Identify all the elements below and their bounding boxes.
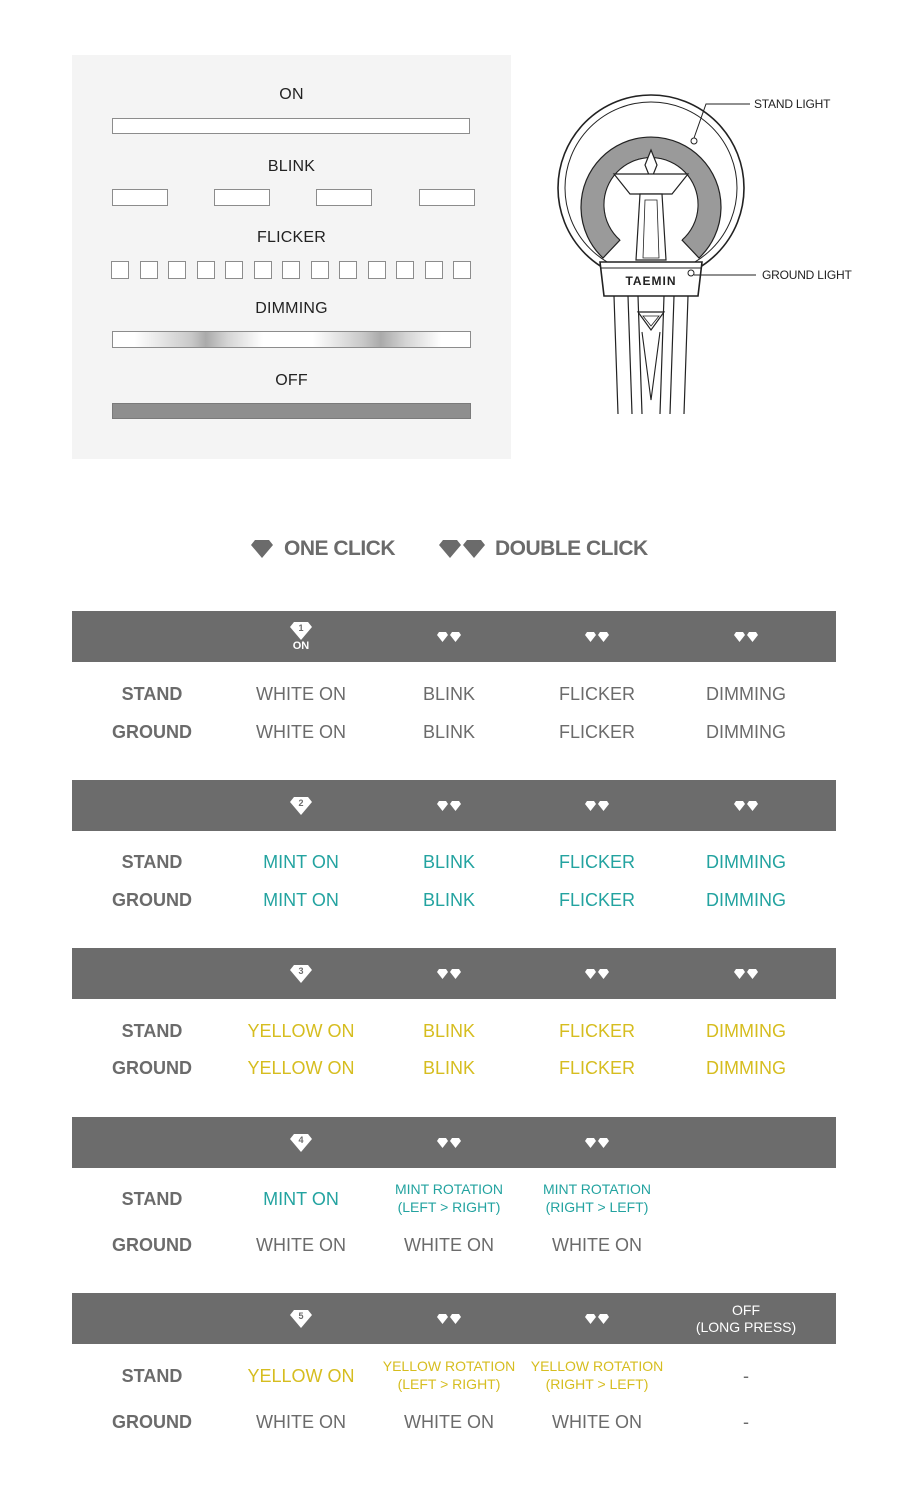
one-click-step-1 bbox=[227, 611, 375, 662]
double-diamond-icon bbox=[584, 1137, 610, 1149]
mode-label-off: OFF bbox=[275, 372, 308, 389]
table-cell: MINT ON bbox=[263, 852, 339, 872]
on-label: ON bbox=[292, 640, 310, 652]
double-click-step bbox=[375, 1293, 523, 1344]
double-click-step bbox=[523, 780, 671, 831]
table-1-header bbox=[72, 611, 836, 662]
table-cell bbox=[375, 1357, 523, 1393]
table-4-header bbox=[72, 1117, 836, 1168]
double-diamond-icon bbox=[584, 1313, 610, 1325]
double-click-step bbox=[672, 611, 820, 662]
cell-line: (LEFT > RIGHT) bbox=[397, 1376, 501, 1392]
off-indicator-bar bbox=[112, 403, 471, 419]
on-indicator-bar bbox=[112, 118, 470, 134]
one-click-step-5 bbox=[227, 1293, 375, 1344]
table-cell: MINT ON bbox=[263, 890, 339, 910]
row-label-ground: GROUND bbox=[112, 722, 192, 742]
double-click-legend bbox=[438, 535, 648, 563]
flicker-square bbox=[339, 261, 357, 279]
blink-segment bbox=[419, 189, 475, 206]
diamond-icon bbox=[250, 539, 274, 559]
double-click-step bbox=[375, 1117, 523, 1168]
table-cell: - bbox=[743, 1366, 749, 1386]
table-cell: YELLOW ON bbox=[247, 1366, 355, 1386]
long-press-label: (LONG PRESS) bbox=[695, 1318, 797, 1335]
flicker-square bbox=[140, 261, 158, 279]
ground-light-callout: GROUND LIGHT bbox=[762, 268, 852, 282]
light-mode-panel bbox=[72, 55, 511, 459]
table-cell: WHITE ON bbox=[404, 1235, 494, 1255]
double-diamond-icon bbox=[733, 631, 759, 643]
table-cell bbox=[375, 1180, 523, 1216]
numbered-diamond-icon bbox=[289, 796, 313, 816]
flicker-square bbox=[282, 261, 300, 279]
double-diamond-icon bbox=[436, 800, 462, 812]
numbered-diamond-icon bbox=[289, 964, 313, 984]
double-click-step bbox=[375, 611, 523, 662]
flicker-square bbox=[425, 261, 443, 279]
double-click-step bbox=[523, 1293, 671, 1344]
mode-label-blink: BLINK bbox=[267, 158, 316, 175]
table-cell: WHITE ON bbox=[552, 1412, 642, 1432]
double-click-step bbox=[375, 780, 523, 831]
svg-text:2: 2 bbox=[298, 797, 304, 808]
flicker-square bbox=[311, 261, 329, 279]
table-cell: FLICKER bbox=[558, 890, 636, 910]
flicker-square bbox=[197, 261, 215, 279]
table-cell bbox=[523, 1180, 671, 1216]
row-label-ground: GROUND bbox=[112, 1235, 192, 1255]
dimming-indicator-bar bbox=[112, 331, 471, 348]
numbered-diamond-icon bbox=[289, 621, 313, 641]
table-cell: BLINK bbox=[422, 722, 476, 742]
table-cell: WHITE ON bbox=[256, 1235, 346, 1255]
double-click-step bbox=[523, 611, 671, 662]
double-diamond-icon bbox=[584, 968, 610, 980]
cell-line: (LEFT > RIGHT) bbox=[397, 1199, 501, 1215]
table-cell: BLINK bbox=[422, 684, 476, 704]
double-click-step bbox=[672, 948, 820, 999]
double-diamond-icon bbox=[436, 1137, 462, 1149]
one-click-step-3 bbox=[227, 948, 375, 999]
row-label-ground: GROUND bbox=[112, 890, 192, 910]
table-5-header bbox=[72, 1293, 836, 1344]
numbered-diamond-icon bbox=[289, 1133, 313, 1153]
table-cell: BLINK bbox=[422, 890, 476, 910]
svg-text:4: 4 bbox=[298, 1134, 304, 1145]
row-label-stand: STAND bbox=[121, 1021, 183, 1041]
table-cell: FLICKER bbox=[558, 684, 636, 704]
table-cell: DIMMING bbox=[706, 890, 786, 910]
off-label: OFF bbox=[732, 1301, 760, 1318]
blink-segment bbox=[316, 189, 372, 206]
double-diamond-icon bbox=[436, 631, 462, 643]
flicker-square bbox=[368, 261, 386, 279]
mode-label-on: ON bbox=[279, 86, 304, 103]
row-label-ground: GROUND bbox=[112, 1058, 192, 1078]
row-label-stand: STAND bbox=[121, 684, 183, 704]
row-label-ground: GROUND bbox=[112, 1412, 192, 1432]
table-cell: DIMMING bbox=[706, 1058, 786, 1078]
table-cell: DIMMING bbox=[706, 852, 786, 872]
double-click-label: DOUBLE CLICK bbox=[495, 537, 648, 560]
table-cell: BLINK bbox=[422, 1021, 476, 1041]
svg-text:1: 1 bbox=[298, 623, 304, 633]
table-cell: BLINK bbox=[422, 1058, 476, 1078]
mode-label-dimming: DIMMING bbox=[255, 300, 328, 317]
table-cell: BLINK bbox=[422, 852, 476, 872]
table-cell: FLICKER bbox=[558, 1021, 636, 1041]
svg-text:3: 3 bbox=[298, 965, 304, 976]
table-cell: - bbox=[743, 1412, 749, 1432]
blink-segment bbox=[112, 189, 168, 206]
cell-line: MINT ROTATION bbox=[394, 1181, 504, 1197]
row-label-stand: STAND bbox=[121, 1366, 183, 1386]
double-diamond-icon bbox=[733, 968, 759, 980]
table-cell: DIMMING bbox=[706, 1021, 786, 1041]
double-diamond-icon bbox=[438, 539, 486, 559]
double-click-step bbox=[523, 1117, 671, 1168]
svg-text:5: 5 bbox=[298, 1310, 304, 1321]
double-diamond-icon bbox=[436, 968, 462, 980]
double-diamond-icon bbox=[733, 800, 759, 812]
table-cell: DIMMING bbox=[706, 684, 786, 704]
lightstick-drawing bbox=[530, 80, 890, 425]
table-cell: WHITE ON bbox=[256, 1412, 346, 1432]
double-diamond-icon bbox=[584, 631, 610, 643]
table-2-header bbox=[72, 780, 836, 831]
one-click-step-2 bbox=[227, 780, 375, 831]
double-click-step bbox=[672, 780, 820, 831]
stand-light-callout: STAND LIGHT bbox=[754, 97, 831, 111]
table-cell: DIMMING bbox=[706, 722, 786, 742]
table-cell: MINT ON bbox=[263, 1189, 339, 1209]
table-cell: WHITE ON bbox=[256, 722, 346, 742]
double-diamond-icon bbox=[584, 800, 610, 812]
brand-logo-text: TAEMIN bbox=[625, 274, 677, 288]
flicker-square bbox=[453, 261, 471, 279]
cell-line: (RIGHT > LEFT) bbox=[545, 1376, 649, 1392]
table-cell: YELLOW ON bbox=[247, 1058, 355, 1078]
table-cell: FLICKER bbox=[558, 1058, 636, 1078]
table-cell: YELLOW ON bbox=[247, 1021, 355, 1041]
table-cell: WHITE ON bbox=[404, 1412, 494, 1432]
one-click-step-4 bbox=[227, 1117, 375, 1168]
flicker-square bbox=[396, 261, 414, 279]
numbered-diamond-icon bbox=[289, 1309, 313, 1329]
one-click-legend bbox=[250, 535, 395, 563]
table-cell bbox=[523, 1357, 671, 1393]
double-click-step bbox=[375, 948, 523, 999]
row-label-stand: STAND bbox=[121, 852, 183, 872]
cell-line: MINT ROTATION bbox=[542, 1181, 652, 1197]
double-diamond-icon bbox=[436, 1313, 462, 1325]
blink-segment bbox=[214, 189, 270, 206]
flicker-square bbox=[168, 261, 186, 279]
table-cell: WHITE ON bbox=[256, 684, 346, 704]
table-cell: FLICKER bbox=[558, 722, 636, 742]
one-click-label: ONE CLICK bbox=[284, 537, 395, 560]
flicker-square bbox=[254, 261, 272, 279]
off-long-press-step bbox=[672, 1293, 820, 1344]
flicker-square bbox=[225, 261, 243, 279]
cell-line: (RIGHT > LEFT) bbox=[545, 1199, 649, 1215]
table-3-header bbox=[72, 948, 836, 999]
lightstick-illustration bbox=[530, 80, 890, 425]
cell-line: YELLOW ROTATION bbox=[530, 1358, 664, 1374]
row-label-stand: STAND bbox=[121, 1189, 183, 1209]
double-click-step bbox=[523, 948, 671, 999]
flicker-square bbox=[111, 261, 129, 279]
mode-label-flicker: FLICKER bbox=[257, 229, 326, 246]
cell-line: YELLOW ROTATION bbox=[382, 1358, 516, 1374]
table-cell: WHITE ON bbox=[552, 1235, 642, 1255]
table-cell: FLICKER bbox=[558, 852, 636, 872]
